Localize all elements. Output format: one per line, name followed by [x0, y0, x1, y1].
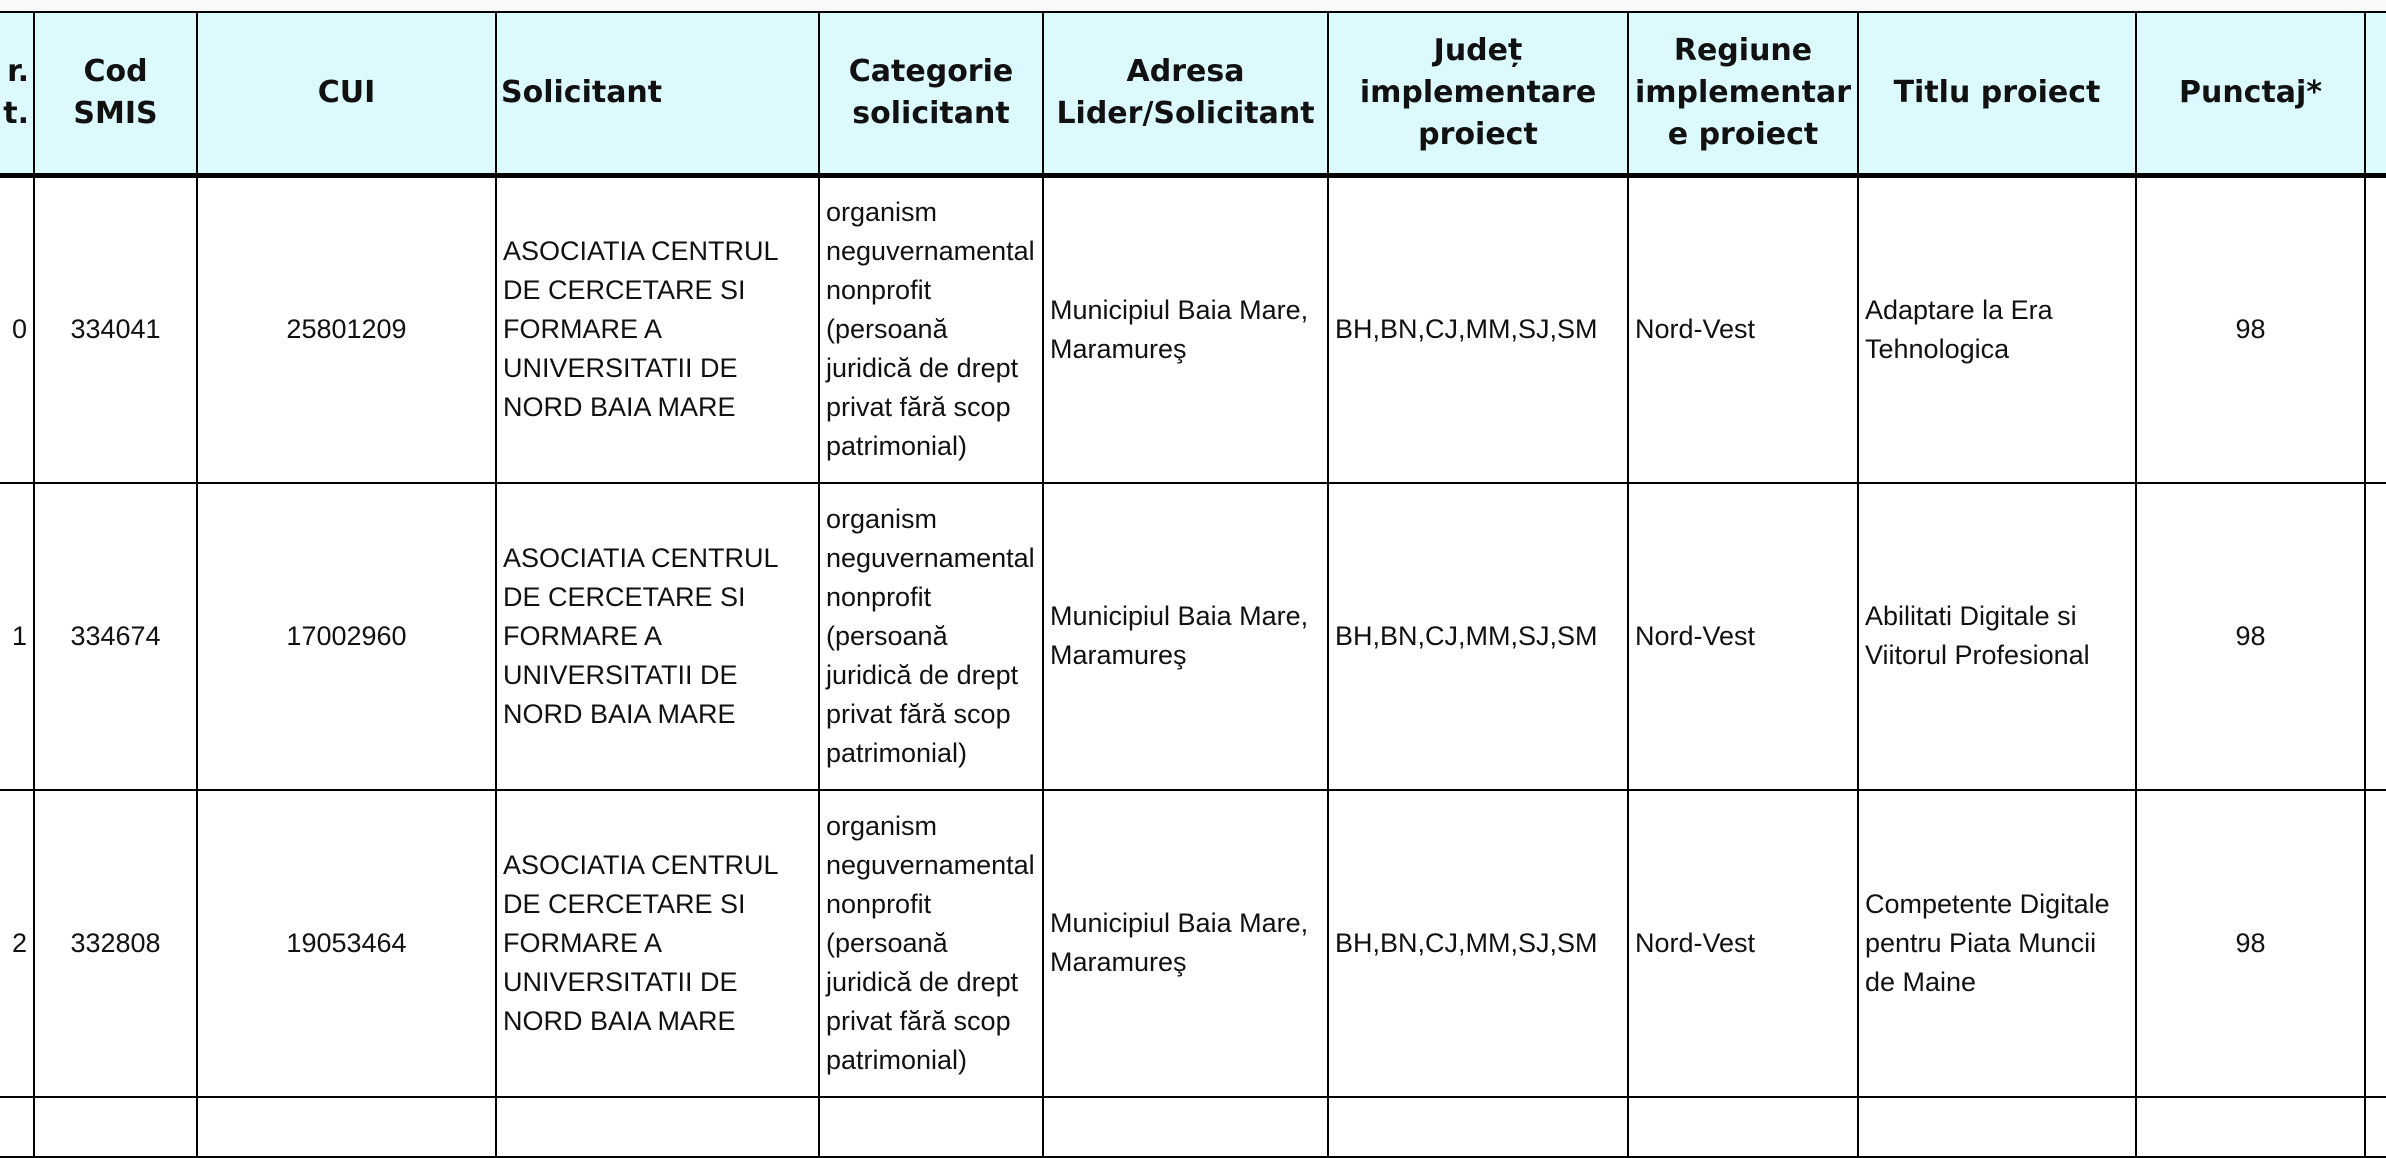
header-regiune: Regiune implementar e proiect	[1628, 12, 1858, 176]
cell-adresa: Municipiul Baia Mare, Maramureş	[1043, 790, 1328, 1097]
cell-categorie: organism neguvernamental nonprofit (persoană juridică de drept privat fără scop patrimonial)	[819, 790, 1043, 1097]
cell-titlu: Abilitati Digitale si Viitorul Profesional	[1858, 483, 2136, 790]
cell-empty	[496, 1097, 819, 1157]
cell-regiune: Nord-Vest	[1628, 790, 1858, 1097]
cell-empty	[2365, 1097, 2386, 1157]
header-nr: r. t.	[0, 12, 34, 176]
cell-empty	[1043, 1097, 1328, 1157]
cell-solicitant: ASOCIATIA CENTRUL DE CERCETARE SI FORMARE A UNIVERSITATII DE NORD BAIA MARE	[496, 483, 819, 790]
header-extra	[2365, 12, 2386, 176]
cell-extra	[2365, 790, 2386, 1097]
cell-punctaj: 98	[2136, 176, 2365, 483]
cell-empty	[34, 1097, 197, 1157]
cell-punctaj: 98	[2136, 790, 2365, 1097]
cell-cod-smis: 334041	[34, 176, 197, 483]
cell-nr: 0	[0, 176, 34, 483]
cell-titlu: Competente Digitale pentru Piata Muncii de Maine	[1858, 790, 2136, 1097]
cell-empty	[1328, 1097, 1628, 1157]
cell-judet: BH,BN,CJ,MM,SJ,SM	[1328, 176, 1628, 483]
header-solicitant: Solicitant	[496, 12, 819, 176]
cell-solicitant: ASOCIATIA CENTRUL DE CERCETARE SI FORMARE A UNIVERSITATII DE NORD BAIA MARE	[496, 176, 819, 483]
cell-empty	[1628, 1097, 1858, 1157]
cell-extra	[2365, 176, 2386, 483]
cell-extra	[2365, 483, 2386, 790]
top-edge	[0, 0, 2386, 11]
cell-adresa: Municipiul Baia Mare, Maramureş	[1043, 483, 1328, 790]
cell-empty	[819, 1097, 1043, 1157]
cell-solicitant: ASOCIATIA CENTRUL DE CERCETARE SI FORMARE A UNIVERSITATII DE NORD BAIA MARE	[496, 790, 819, 1097]
cell-cui: 17002960	[197, 483, 496, 790]
header-cui: CUI	[197, 12, 496, 176]
cell-empty	[0, 1097, 34, 1157]
table-row	[0, 176, 2386, 483]
cell-punctaj: 98	[2136, 483, 2365, 790]
cell-empty	[1858, 1097, 2136, 1157]
table-row	[0, 483, 2386, 790]
cell-judet: BH,BN,CJ,MM,SJ,SM	[1328, 790, 1628, 1097]
cell-cod-smis: 332808	[34, 790, 197, 1097]
header-row	[0, 12, 2386, 176]
table-row-partial	[0, 1097, 2386, 1157]
cell-judet: BH,BN,CJ,MM,SJ,SM	[1328, 483, 1628, 790]
cell-titlu: Adaptare la Era Tehnologica	[1858, 176, 2136, 483]
cell-nr: 1	[0, 483, 34, 790]
cell-empty	[2136, 1097, 2365, 1157]
cell-empty	[197, 1097, 496, 1157]
cell-cui: 19053464	[197, 790, 496, 1097]
cell-nr: 2	[0, 790, 34, 1097]
header-adresa: Adresa Lider/Solicitant	[1043, 12, 1328, 176]
cell-categorie: organism neguvernamental nonprofit (persoană juridică de drept privat fără scop patrimonial)	[819, 483, 1043, 790]
cell-regiune: Nord-Vest	[1628, 176, 1858, 483]
cell-categorie: organism neguvernamental nonprofit (persoană juridică de drept privat fără scop patrimonial)	[819, 176, 1043, 483]
cell-adresa: Municipiul Baia Mare, Maramureş	[1043, 176, 1328, 483]
table-row	[0, 790, 2386, 1097]
header-titlu: Titlu proiect	[1858, 12, 2136, 176]
header-judet: Județ implementare proiect	[1328, 12, 1628, 176]
header-cod-smis: Cod SMIS	[34, 12, 197, 176]
results-table	[0, 11, 2386, 1158]
cell-cui: 25801209	[197, 176, 496, 483]
cell-cod-smis: 334674	[34, 483, 197, 790]
cell-regiune: Nord-Vest	[1628, 483, 1858, 790]
header-punctaj: Punctaj*	[2136, 12, 2365, 176]
header-categorie: Categorie solicitant	[819, 12, 1043, 176]
